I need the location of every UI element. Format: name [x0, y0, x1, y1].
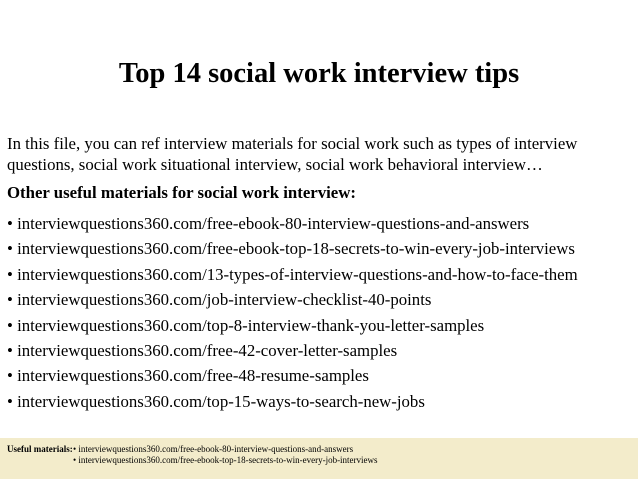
list-item[interactable]: • interviewquestions360.com/free-ebook-80-interview-questions-and-answers	[7, 214, 530, 233]
footer-link[interactable]: • interviewquestions360.com/free-ebook-top-18-secrets-to-win-every-job-interviews	[73, 455, 378, 465]
list-item[interactable]: • interviewquestions360.com/free-42-cover-letter-samples	[7, 340, 398, 360]
list-item[interactable]: • interviewquestions360.com/free-ebook-top-18-secrets-to-win-every-job-interviews	[7, 239, 575, 259]
list-item[interactable]: • interviewquestions360.com/13-types-of-interview-questions-and-how-to-face-them	[7, 264, 578, 284]
list-item[interactable]: • interviewquestions360.com/top-8-interview-thank-you-letter-samples	[7, 315, 485, 335]
materials-link-list	[7, 213, 578, 416]
footer-link-list	[73, 444, 378, 466]
footer-label: Useful materials:	[7, 444, 73, 454]
list-item[interactable]: • interviewquestions360.com/free-48-resume-samples	[7, 366, 369, 386]
intro-paragraph: In this file, you can ref interview materials for social work such as types of interview questions, social work situational interview, social work behavioral interview…	[7, 134, 578, 174]
footer-bar	[0, 438, 638, 479]
page-title: Top 14 social work interview tips	[118, 58, 520, 89]
list-item[interactable]: • interviewquestions360.com/job-interview-checklist-40-points	[7, 290, 432, 310]
list-item[interactable]: • interviewquestions360.com/top-15-ways-to-search-new-jobs	[7, 391, 425, 411]
footer-link[interactable]: • interviewquestions360.com/free-ebook-80-interview-questions-and-answers	[73, 444, 354, 454]
materials-subheading: Other useful materials for social work interview:	[7, 183, 356, 202]
